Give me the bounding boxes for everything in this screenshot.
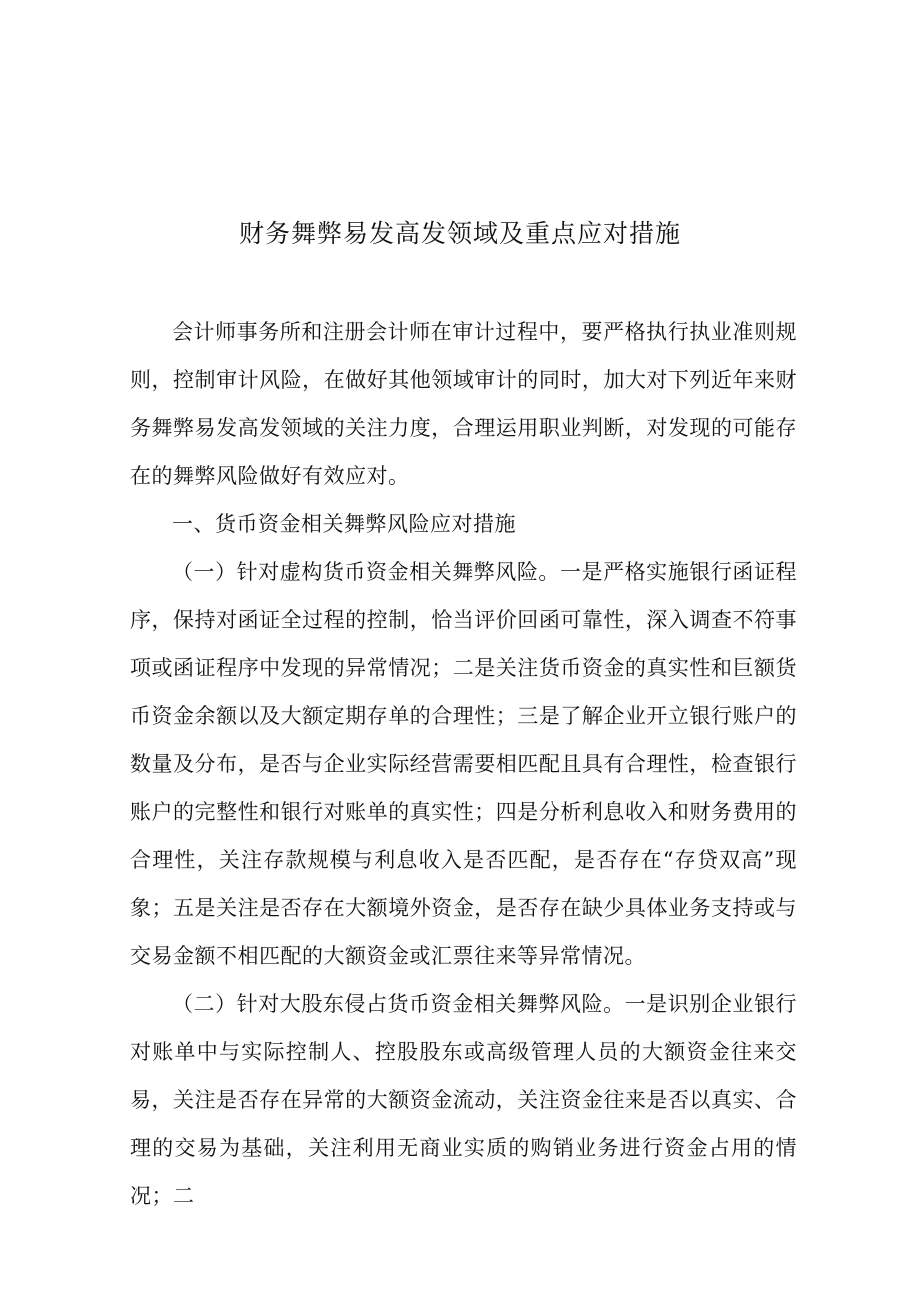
section-heading-1: 一、货币资金相关舞弊风险应对措施 — [172, 512, 516, 536]
subsection-1-paragraph: （一）针对虚构货币资金相关舞弊风险。一是严格实施银行函证程序，保持对函证全过程的控制，恰当评价回函可靠性，深入调查不符事项或函证程序中发现的异常情况；二是关注货币资金的真实性和巨额货币资金余额以及大额定期存单的合理性；三是了解企业开立银行账户的数量及分布，是否与企业实际经营需要相匹配且具有合理性，检查银行账户的完整性和银行对账单的真实性；四是分析利息收入和财务费用的合理性，关注存款规模与利息收入是否匹配，是否存在“存贷双高”现象；五是关注是否存在大额境外资金，是否存在缺少具体业务支持或与交易金额不相匹配的大额资金或汇票往来等异常情况。 — [130, 560, 797, 968]
subsection-2-paragraph: （二）针对大股东侵占货币资金相关舞弊风险。一是识别企业银行对账单中与实际控制人、控股股东或高级管理人员的大额资金往来交易，关注是否存在异常的大额资金流动，关注资金往来是否以真实、合理的交易为基础，关注利用无商业实质的购销业务进行资金占用的情况；二 — [130, 992, 797, 1208]
document-title: 财务舞弊易发高发领域及重点应对措施 — [238, 219, 681, 248]
intro-paragraph: 会计师事务所和注册会计师在审计过程中，要严格执行执业准则规则，控制审计风险，在做好其他领域审计的同时，加大对下列近年来财务舞弊易发高发领域的关注力度，合理运用职业判断，对发现的可能存在的舞弊风险做好有效应对。 — [130, 320, 797, 488]
document-body — [130, 308, 797, 1220]
